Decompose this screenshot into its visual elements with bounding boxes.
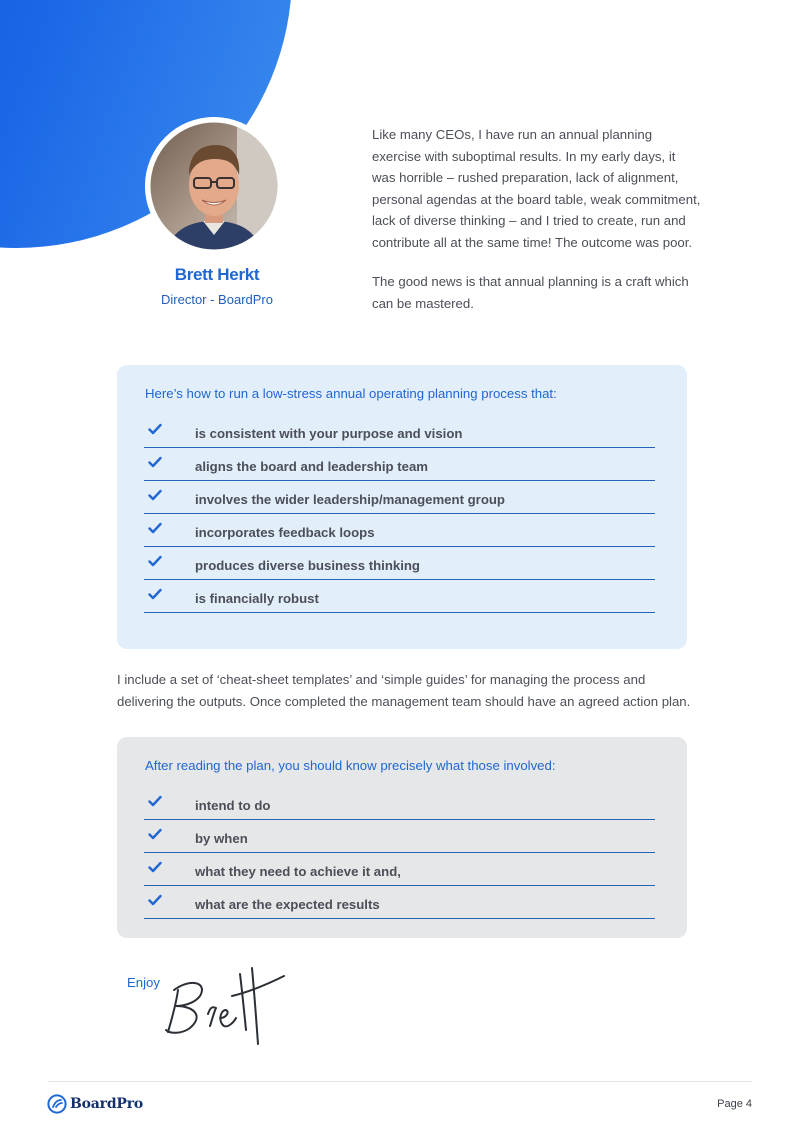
outcomes-box [117,737,687,938]
list-item-text: is financially robust [195,591,319,606]
list-item-text: what they need to achieve it and, [195,864,401,879]
check-icon [148,894,162,906]
list-item [144,481,655,514]
signature [160,960,290,1055]
check-icon [148,423,162,435]
list-item [144,514,655,547]
check-icon [148,795,162,807]
list-item-text: involves the wider leadership/management group [195,492,505,507]
list-item [144,787,655,820]
enjoy-text: Enjoy [127,975,160,990]
outcomes-title: After reading the plan, you should know precisely what those involved: [145,758,556,773]
list-item [144,547,655,580]
list-item [144,415,655,448]
page-number: Page 4 [717,1098,752,1110]
planning-process-title: Here’s how to run a low-stress annual operating planning process that: [145,386,557,401]
list-item-text: what are the expected results [195,897,380,912]
list-item [144,886,655,919]
intro-paragraph-1: Like many CEOs, I have run an annual planning exercise with suboptimal results. In my early days, it was horrible – rushed preparation, lack of alignment, personal agendas at the board table, weak commitment, lack of diverse thinking – and I tried to create, run and contribute all at the same time! The outcome was poor. [372,127,701,250]
author-name: Brett Herkt [174,265,260,284]
intro-paragraph-2: The good news is that annual planning is a craft which can be mastered. [372,274,689,311]
list-item [144,853,655,886]
boardpro-logo [47,1094,143,1114]
check-icon [148,828,162,840]
templates-paragraph: I include a set of ‘cheat-sheet templates’ and ‘simple guides’ for managing the process and delivering the outputs. Once completed the management team should have an agreed action plan. [117,672,691,709]
list-item-text: by when [195,831,248,846]
check-icon [148,555,162,567]
author-role: Director - BoardPro [161,292,273,307]
list-item-text: intend to do [195,798,271,813]
logo-text: BoardPro [70,1096,144,1112]
outcomes-list [144,787,655,919]
planning-process-list [144,415,655,613]
list-item-text: is consistent with your purpose and vision [195,426,463,441]
list-item [144,448,655,481]
list-item-text: aligns the board and leadership team [195,459,429,474]
planning-process-box [117,365,687,649]
footer-divider [48,1081,752,1082]
list-item [144,820,655,853]
check-icon [148,861,162,873]
check-icon [148,456,162,468]
intro-text [372,124,702,332]
list-item-text: incorporates feedback loops [195,525,375,540]
list-item [144,580,655,613]
list-item-text: produces diverse business thinking [195,558,420,573]
profile-photo [145,117,283,255]
boardpro-logo-icon [47,1094,67,1114]
check-icon [148,588,162,600]
check-icon [148,522,162,534]
check-icon [148,489,162,501]
